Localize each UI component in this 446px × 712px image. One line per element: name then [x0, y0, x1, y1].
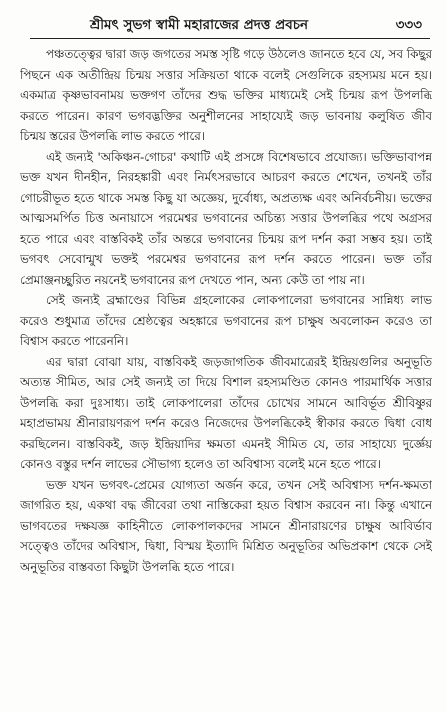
paragraph-3: সেই জন্যই ব্রহ্মাণ্ডের বিভিন্ন গ্রহলোকের লোকপালেরা ভগবানের সান্নিধ্য লাভ করেও শুধুমাত্র তাঁদের শ্রেষ্ঠত্বের অহঙ্কারে ভগবানের রূপ চাক্ষুষ অবলোকন করেও তা বিশ্বাস করতে পারেননি। — [20, 293, 432, 348]
paragraph-4: এর দ্বারা বোঝা যায়, বাস্তবিকই জড়জাগতিক জীবমাত্রেরই ইন্দ্রিয়গুলির অনুভূতি অত্যন্ত সীমিত, আর সেই জন্যই তা দিয়ে বিশাল রহস্যমণ্ডিত কোনও পারমার্থিক সত্তার উপলব্ধি করা দুঃসাধ্য। তাই লোকপালেরা তাঁদের চোখের সামনে আবির্ভূত শ্রীবিষ্ণুর মহাপ্রভাময় শ্রীনারায়ণরূপ দর্শন করেও নিজেদের উপলব্ধিকেই স্বীকার করতে দ্বিধা বোধ করছিলেন। বাস্তবিকই, জড় ইন্দ্রিয়াদির ক্ষমতা এমনই সীমিত যে, তার সাহায্যে দুর্জ্ঞেয় কোনও বস্তুর দর্শন লাভের সৌভাগ্য হলেও তা অবিশ্বাস্য বলেই মনে হতে পারে। — [20, 354, 432, 471]
paragraph-5: ভক্ত যখন ভগবৎ-প্রেমের যোগ্যতা অর্জন করে, তখন সেই অবিশ্বাস্য দর্শন-ক্ষমতা জাগরিত হয়, একথা বদ্ধ জীবেরা তথা নাস্তিকেরা হয়ত বিশ্বাস করবেন না। কিন্তু এখানে ভাগবতের দক্ষযজ্ঞ কাহিনীতে লোকপালকদের সামনে শ্রীনারায়ণের চাক্ষুষ আবির্ভাব সত্ত্বেও তাঁদের অবিশ্বাস, দ্বিধা, বিস্ময় ইত্যাদি মিশ্রিত অনুভূতির অভিপ্রকাশ থেকে সেই অনুভূতির বাস্তবতা কিছুটা উপলব্ধি হতে পারে। — [20, 477, 432, 574]
page-number: ৩৩৩ — [395, 17, 422, 33]
running-header — [30, 8, 430, 39]
paragraph-1: পঞ্চতত্ত্বের দ্বারা জড় জগতের সমস্ত সৃষ্টি গড়ে উঠলেও জানতে হবে যে, সব কিছুর পিছনে এক অতীন্দ্রিয় চিন্ময় সত্তার সক্রিয়তা থাকে বলেই সেগুলিকে রহস্যময় মনে হয়। একমাত্র কৃষ্ণভাবনাময় ভক্তগণ তাঁদের শুদ্ধ ভক্তির মাধ্যমেই সেই চিন্ময় রূপ উপলব্ধি করতে পারেন। কারণ ভগবদ্ভক্তির অনুশীলনের সাহায্যেই জড় ভাবনায় কলুষিত জীব চিন্ময় স্তরের উপলব্ধি লাভ করতে পারে। — [20, 47, 432, 143]
header-title: শ্রীমৎ সুভগ স্বামী মহারাজের প্রদত্ত প্রবচন — [90, 17, 309, 33]
body-text — [20, 44, 432, 704]
paragraph-2: এই জন্যই 'অকিঞ্চন-গোচর' কথাটি এই প্রসঙ্গে বিশেষভাবে প্রযোজ্য। ভক্তিভাবাপন্ন ভক্ত যখন দীনহীন, নিরহঙ্কারী এবং নির্মৎসরভাবে আচরণ করতে শেখেন, তখনই তাঁর গোচরীভূত হতে থাকে সমস্ত কিছু যা অজ্ঞেয়, দুর্বোধ্য, অপ্রত্যক্ষ এবং অনির্বচনীয়। ভক্তের আত্মসমর্পিত চিত্ত অনায়াসে পরমেশ্বর ভগবানের অচিন্ত্য সত্তার উপলব্ধির পথে অগ্রসর হতে পারে এবং বাস্তবিকই তাঁর অন্তরে ভগবানের চিন্ময় রূপ দর্শন করা সম্ভব হয়। তাই ভগবৎ সেবোন্মুখ ভক্তই পরমেশ্বর ভগবানের রূপ দর্শন করতে পারেন। ভক্ত তাঁর প্রেমাঞ্জনচ্ছুরিত নয়নেই ভগবানের রূপ দেখতে পান, অন্য কেউ তা পায় না। — [20, 149, 432, 287]
